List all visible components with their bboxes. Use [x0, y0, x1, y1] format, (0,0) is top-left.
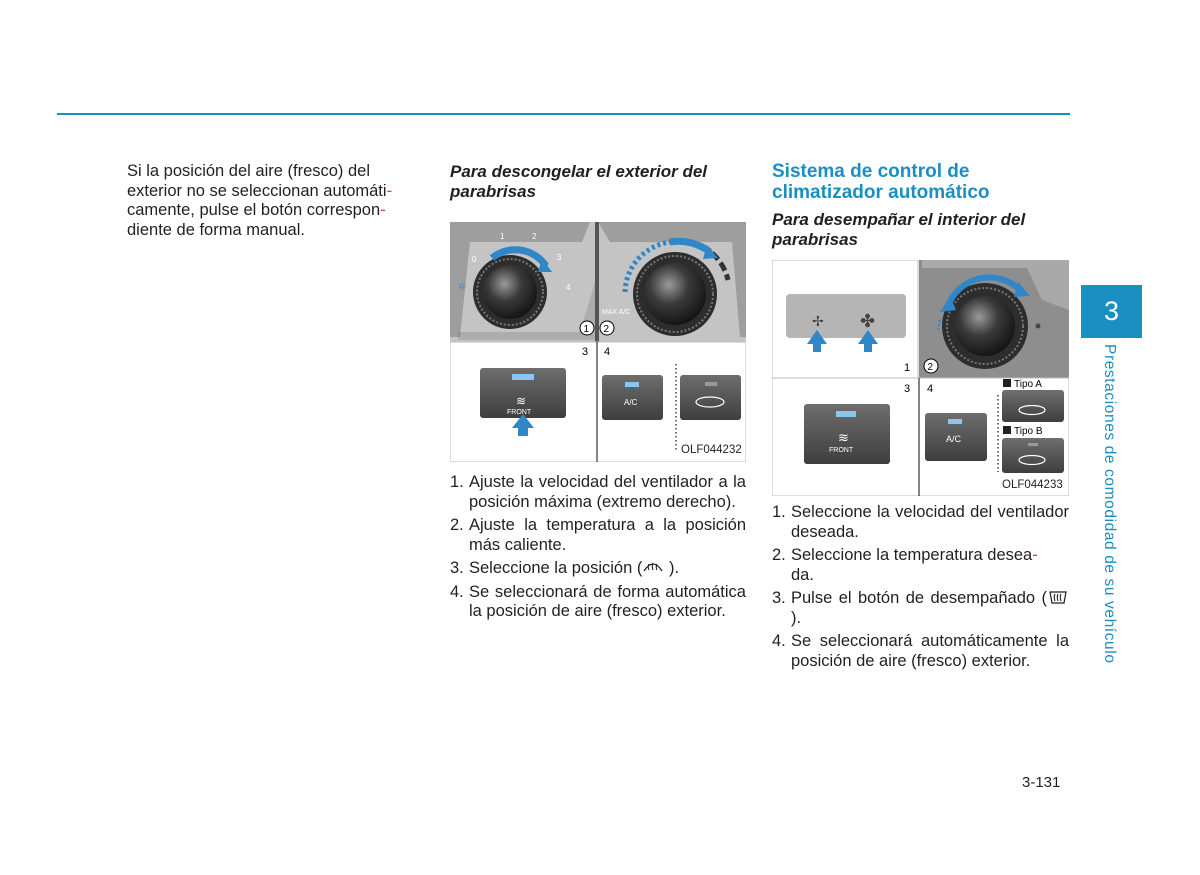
step-text: Se seleccionará automáticamente la posición de aire (fresco) exterior. [791, 632, 1069, 670]
defrost-exterior-section [450, 162, 746, 202]
list-item [772, 546, 1069, 585]
fan-icon: ✲ [458, 282, 467, 293]
fan-low-icon: ✢ [812, 313, 824, 329]
ac-button-label: A/C [946, 434, 962, 444]
step-text: Seleccione la posición ( [469, 559, 643, 577]
callout-4: 4 [927, 383, 934, 395]
intro-line-2: exterior no se seleccionan automáti [127, 181, 387, 200]
step-text-end: ). [791, 608, 802, 627]
callout-1: 1 [904, 362, 911, 374]
front-button-label: FRONT [507, 409, 532, 416]
callout-3: 3 [582, 346, 589, 358]
defrost-exterior-heading: Para descongelar el exterior del parabrisas [450, 162, 708, 201]
step-number: 1. [772, 503, 786, 521]
header-rule [57, 113, 1070, 115]
step-number: 2. [772, 546, 786, 564]
step-text-end: ). [668, 559, 680, 577]
list-item [450, 473, 746, 512]
defrost-glyph-icon: ≋ [516, 394, 527, 408]
step-number: 4. [772, 632, 786, 650]
hyphen-mark: - [1032, 546, 1038, 564]
maxac-label: MAX A/C [602, 309, 631, 316]
defog-interior-steps [772, 503, 1069, 675]
figure-code: OLF044232 [681, 444, 742, 456]
step-number: 3. [450, 559, 464, 577]
page-number: 3-131 [1022, 774, 1061, 791]
list-item [450, 583, 746, 622]
section-title: Sistema de control de climatizador automático [772, 161, 990, 203]
defog-interior-heading: Para desempañar el interior del parabrisas [772, 210, 1026, 249]
fan-tick: 0 [472, 255, 477, 264]
list-item [772, 632, 1069, 671]
callout-4: 4 [604, 346, 611, 358]
intro-paragraph [127, 162, 425, 240]
figure-defrost-exterior [450, 222, 746, 462]
step-text: Se seleccionará de forma automática la posición de aire (fresco) exterior. [469, 582, 746, 620]
fan-tick: 4 [566, 283, 571, 292]
fan-tick: 1 [500, 232, 505, 241]
step-number: 1. [450, 473, 464, 491]
callout-2: 2 [603, 324, 610, 335]
intro-line-3: camente, pulse el botón correspon [127, 201, 381, 219]
intro-line-4: diente de forma manual. [127, 220, 305, 239]
callout-1: 1 [583, 324, 590, 335]
list-item [772, 503, 1069, 542]
list-item [450, 559, 746, 579]
callout-2: 2 [927, 362, 934, 373]
defrost-icon [1047, 589, 1069, 605]
figure-code: OLF044233 [1002, 479, 1063, 491]
hyphen-mark: - [386, 181, 393, 200]
step-text: Seleccione la velocidad del ventilador deseada. [791, 503, 1069, 541]
tipo-b-label: Tipo B [1014, 426, 1043, 437]
intro-line-1: Si la posición del aire (fresco) del [127, 162, 371, 180]
list-item [450, 516, 746, 555]
fan-tick: 2 [532, 232, 537, 241]
hyphen-mark: - [380, 201, 386, 219]
fan-high-icon: ✤ [860, 311, 876, 331]
tipo-a-label: Tipo A [1014, 379, 1042, 390]
step-text: Pulse el botón de desempañado ( [791, 589, 1047, 607]
defrost-glyph-icon: ≋ [838, 430, 849, 445]
defrost-exterior-illustration [450, 222, 746, 462]
fan-tick: 3 [557, 253, 562, 262]
step-text: Seleccione la temperatura desea [791, 546, 1033, 564]
chapter-number-tab: 3 [1081, 285, 1142, 338]
step-number: 3. [772, 589, 786, 607]
defrost-exterior-steps [450, 473, 746, 626]
list-item [772, 589, 1069, 628]
step-text: Ajuste la velocidad del ventilador a la posición máxima (extremo derecho). [469, 473, 746, 511]
step-text-end: da. [791, 565, 814, 584]
auto-climate-section [772, 162, 1069, 250]
figure-defog-interior [772, 260, 1069, 496]
front-button-label: FRONT [829, 447, 854, 454]
defog-interior-illustration [772, 260, 1069, 496]
ac-button-label: A/C [624, 398, 638, 407]
front-defrost-icon [642, 559, 664, 575]
step-number: 2. [450, 516, 464, 534]
step-number: 4. [450, 582, 464, 601]
chapter-title: Prestaciones de comodidad de su vehículo [1101, 344, 1118, 664]
callout-3: 3 [904, 383, 911, 395]
step-text: Ajuste la temperatura a la posición más caliente. [469, 516, 746, 554]
